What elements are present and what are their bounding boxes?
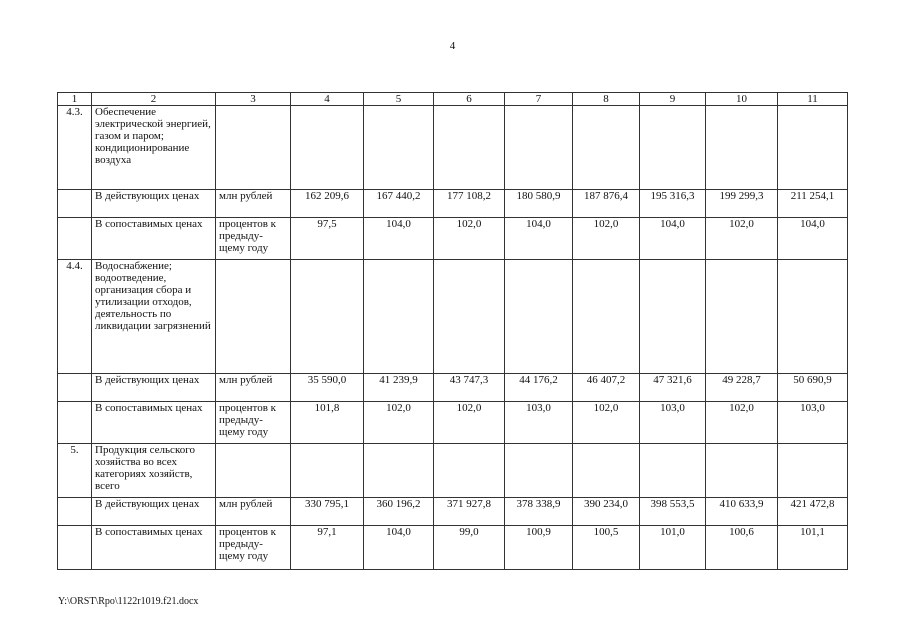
empty-cell <box>640 260 706 374</box>
empty-cell <box>573 444 640 498</box>
value-cell: 99,0 <box>434 526 505 570</box>
empty-cell <box>364 260 434 374</box>
unit-cell: процентов к предыду-щему году <box>216 218 291 260</box>
row-label: В действующих ценах <box>92 190 216 218</box>
column-header: 10 <box>706 93 778 106</box>
empty-cell <box>640 106 706 190</box>
empty-cell <box>778 260 848 374</box>
value-cell: 97,5 <box>291 218 364 260</box>
unit-cell: млн рублей <box>216 190 291 218</box>
section-code: 4.3. <box>58 106 92 190</box>
empty-cell <box>573 106 640 190</box>
value-cell: 102,0 <box>434 402 505 444</box>
empty-cell <box>58 526 92 570</box>
section-code: 4.4. <box>58 260 92 374</box>
value-cell: 102,0 <box>573 218 640 260</box>
empty-cell <box>216 260 291 374</box>
empty-cell <box>434 444 505 498</box>
section-title-row <box>58 106 848 190</box>
value-cell: 162 209,6 <box>291 190 364 218</box>
column-header: 11 <box>778 93 848 106</box>
empty-cell <box>778 444 848 498</box>
empty-cell <box>58 402 92 444</box>
value-cell: 100,6 <box>706 526 778 570</box>
value-cell: 103,0 <box>778 402 848 444</box>
value-cell: 390 234,0 <box>573 498 640 526</box>
value-cell: 41 239,9 <box>364 374 434 402</box>
row-label: В сопоставимых ценах <box>92 402 216 444</box>
empty-cell <box>778 106 848 190</box>
value-cell: 103,0 <box>505 402 573 444</box>
value-cell: 371 927,8 <box>434 498 505 526</box>
value-cell: 167 440,2 <box>364 190 434 218</box>
value-cell: 102,0 <box>434 218 505 260</box>
value-cell: 102,0 <box>573 402 640 444</box>
column-header: 6 <box>434 93 505 106</box>
empty-cell <box>58 374 92 402</box>
empty-cell <box>434 106 505 190</box>
column-header: 4 <box>291 93 364 106</box>
table-row <box>58 190 848 218</box>
column-header: 7 <box>505 93 573 106</box>
empty-cell <box>706 444 778 498</box>
value-cell: 44 176,2 <box>505 374 573 402</box>
unit-cell: процентов к предыду-щему году <box>216 402 291 444</box>
empty-cell <box>706 260 778 374</box>
value-cell: 330 795,1 <box>291 498 364 526</box>
value-cell: 360 196,2 <box>364 498 434 526</box>
value-cell: 378 338,9 <box>505 498 573 526</box>
table-row <box>58 498 848 526</box>
value-cell: 187 876,4 <box>573 190 640 218</box>
table-row <box>58 526 848 570</box>
empty-cell <box>640 444 706 498</box>
value-cell: 46 407,2 <box>573 374 640 402</box>
column-header: 8 <box>573 93 640 106</box>
section-title: Продукция сельского хозяйства во всех категориях хозяйств, всего <box>92 444 216 498</box>
value-cell: 50 690,9 <box>778 374 848 402</box>
row-label: В действующих ценах <box>92 498 216 526</box>
unit-cell: млн рублей <box>216 498 291 526</box>
value-cell: 104,0 <box>364 526 434 570</box>
empty-cell <box>291 106 364 190</box>
section-title: Водоснабжение; водоотведение, организация сбора и утилизации отходов, деятельность по ликвидации загрязнений <box>92 260 216 374</box>
value-cell: 177 108,2 <box>434 190 505 218</box>
empty-cell <box>505 260 573 374</box>
row-label: В действующих ценах <box>92 374 216 402</box>
value-cell: 100,9 <box>505 526 573 570</box>
value-cell: 49 228,7 <box>706 374 778 402</box>
value-cell: 104,0 <box>778 218 848 260</box>
empty-cell <box>58 190 92 218</box>
empty-cell <box>505 444 573 498</box>
value-cell: 102,0 <box>706 218 778 260</box>
empty-cell <box>216 106 291 190</box>
value-cell: 43 747,3 <box>434 374 505 402</box>
column-header: 2 <box>92 93 216 106</box>
value-cell: 101,0 <box>640 526 706 570</box>
data-table <box>57 92 848 570</box>
value-cell: 398 553,5 <box>640 498 706 526</box>
empty-cell <box>364 106 434 190</box>
empty-cell <box>291 444 364 498</box>
value-cell: 102,0 <box>364 402 434 444</box>
value-cell: 35 590,0 <box>291 374 364 402</box>
empty-cell <box>291 260 364 374</box>
value-cell: 195 316,3 <box>640 190 706 218</box>
empty-cell <box>58 498 92 526</box>
value-cell: 421 472,8 <box>778 498 848 526</box>
value-cell: 104,0 <box>640 218 706 260</box>
value-cell: 100,5 <box>573 526 640 570</box>
column-header: 3 <box>216 93 291 106</box>
value-cell: 47 321,6 <box>640 374 706 402</box>
empty-cell <box>573 260 640 374</box>
empty-cell <box>434 260 505 374</box>
section-title-row <box>58 444 848 498</box>
table-row <box>58 218 848 260</box>
row-label: В сопоставимых ценах <box>92 218 216 260</box>
column-header: 5 <box>364 93 434 106</box>
value-cell: 410 633,9 <box>706 498 778 526</box>
empty-cell <box>216 444 291 498</box>
column-header: 9 <box>640 93 706 106</box>
section-code: 5. <box>58 444 92 498</box>
value-cell: 103,0 <box>640 402 706 444</box>
empty-cell <box>706 106 778 190</box>
page-number: 4 <box>449 40 456 52</box>
section-title: Обеспечение электрической энергией, газом и паром; кондиционирование воздуха <box>92 106 216 190</box>
value-cell: 211 254,1 <box>778 190 848 218</box>
empty-cell <box>364 444 434 498</box>
unit-cell: млн рублей <box>216 374 291 402</box>
empty-cell <box>505 106 573 190</box>
table-row <box>58 402 848 444</box>
section-title-row <box>58 260 848 374</box>
unit-cell: процентов к предыду-щему году <box>216 526 291 570</box>
value-cell: 180 580,9 <box>505 190 573 218</box>
empty-cell <box>58 218 92 260</box>
value-cell: 102,0 <box>706 402 778 444</box>
value-cell: 104,0 <box>505 218 573 260</box>
value-cell: 97,1 <box>291 526 364 570</box>
file-path-footer: Y:\ORST\Rpo\1122r1019.f21.docx <box>58 596 199 607</box>
value-cell: 104,0 <box>364 218 434 260</box>
column-header: 1 <box>58 93 92 106</box>
table-header-row <box>58 93 848 106</box>
table-row <box>58 374 848 402</box>
value-cell: 199 299,3 <box>706 190 778 218</box>
value-cell: 101,1 <box>778 526 848 570</box>
row-label: В сопоставимых ценах <box>92 526 216 570</box>
value-cell: 101,8 <box>291 402 364 444</box>
